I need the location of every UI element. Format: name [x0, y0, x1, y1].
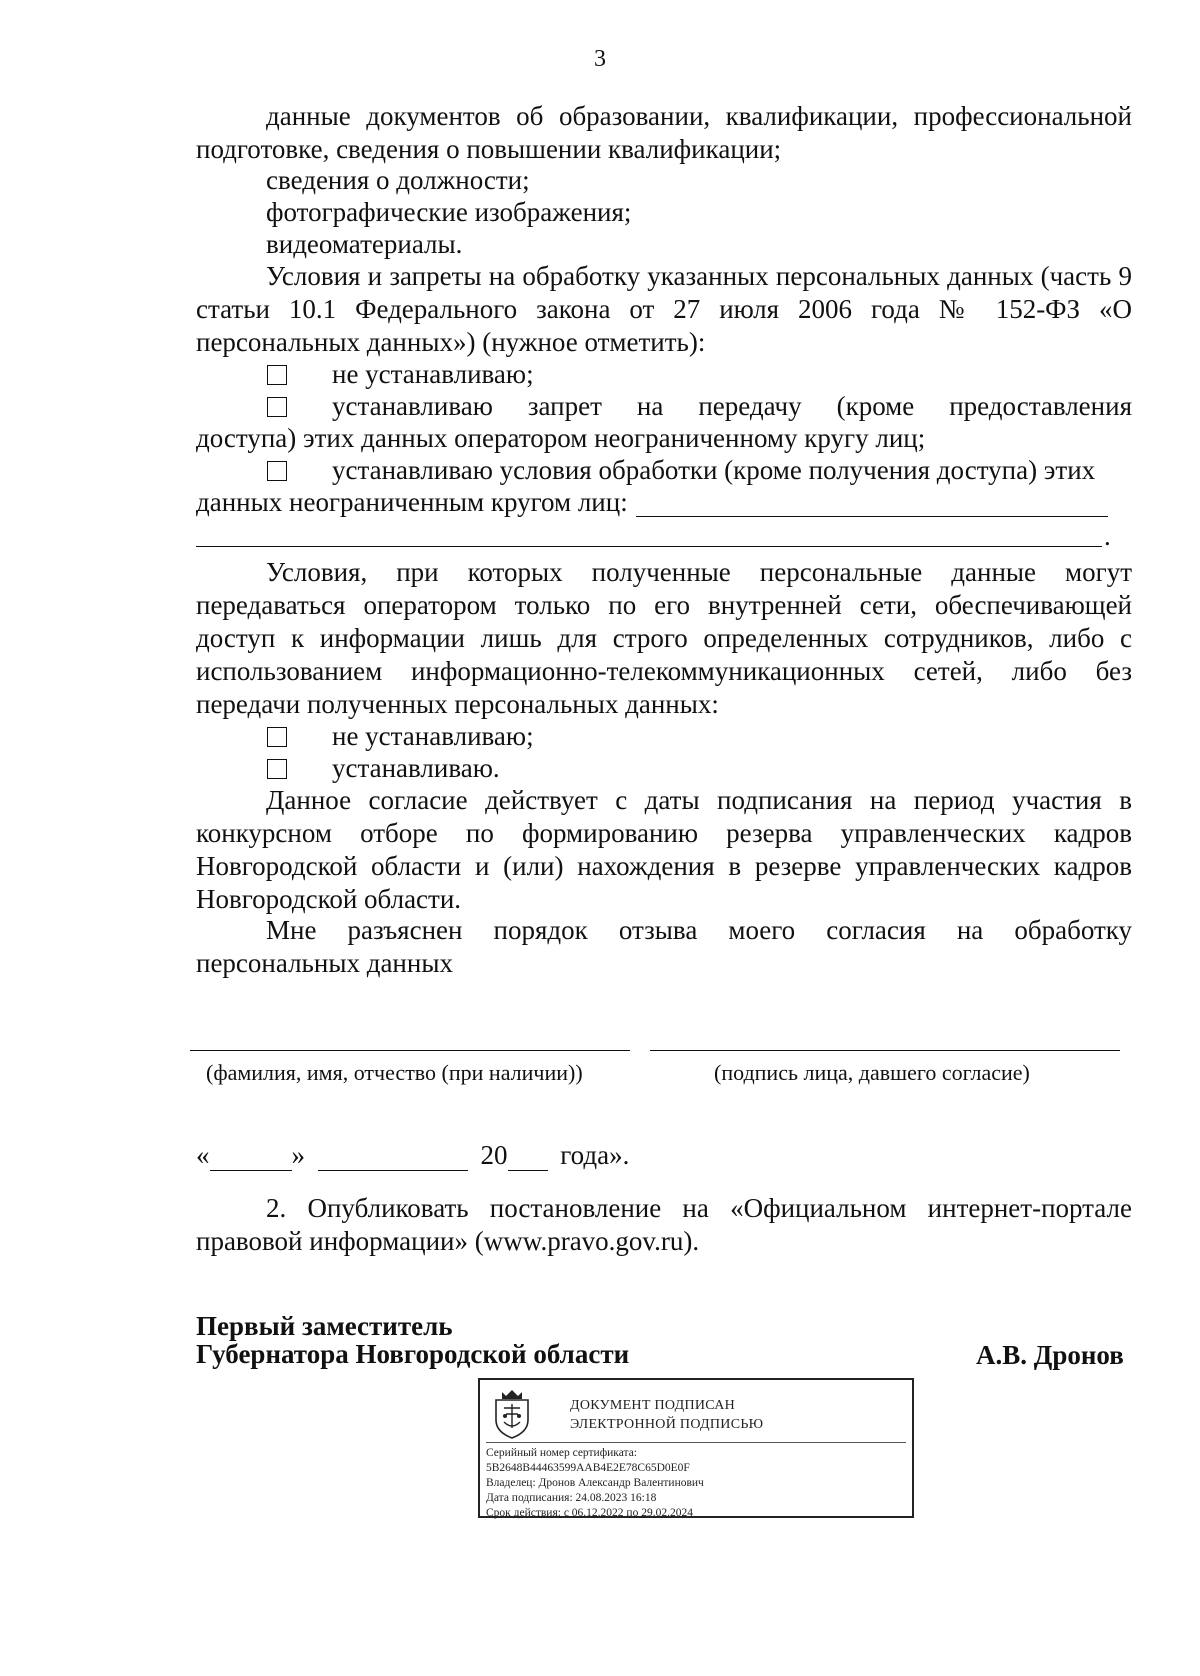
conditions-blank-line-2[interactable]	[196, 546, 1102, 547]
signature-caption: (подпись лица, давшего согласие)	[714, 1060, 1030, 1085]
restriction-option-ban-transfer-continued: доступа) этих данных оператором неограниченному кругу лиц;	[196, 423, 926, 453]
network-option-set[interactable]: устанавливаю.	[267, 752, 500, 785]
stamp-heading: ДОКУМЕНТ ПОДПИСАН ЭЛЕКТРОННОЙ ПОДПИСЬЮ	[570, 1398, 764, 1432]
paragraph-video: видеоматериалы.	[266, 229, 463, 259]
restriction-option-ban-transfer[interactable]: устанавливаю запрет на передачу (кроме предоставления	[267, 390, 1132, 423]
stamp-details: Серийный номер сертификата: 5B2648B44463599AAB4E2E78C65D0E0F Владелец: Дронов Александр Валентинович Дата подписания: 24.08.2023 16:18 Срок действия: с 06.12.2022 по 29.02.2024	[486, 1447, 704, 1519]
stamp-divider	[486, 1442, 906, 1443]
signatory-name: А.В. Дронов	[976, 1340, 1124, 1370]
paragraph-publication: 2. Опубликовать постановление на «Официальном интернет-портале правовой информации» (www.pravo.gov.ru).	[196, 1193, 1132, 1256]
restriction-option-none[interactable]: не устанавливаю;	[267, 358, 534, 391]
coat-of-arms-icon	[490, 1386, 534, 1440]
paragraph-conditions-restrictions: Условия и запреты на обработку указанных персональных данных (часть 9 статьи 10.1 Федерального закона от 27 июля 2006 года № 152-ФЗ «О персональных данных») (нужное отметить):	[196, 261, 1132, 357]
signatory-title: Первый заместитель Губернатора Новгородской области	[196, 1311, 630, 1369]
checkbox-icon[interactable]	[267, 461, 287, 481]
page-number: 3	[594, 46, 606, 72]
year-blank[interactable]	[508, 1144, 548, 1171]
personal-signature-line[interactable]	[650, 1050, 1120, 1051]
paragraph-photos: фотографические изображения;	[266, 197, 632, 227]
date-line: « » 20 года».	[196, 1140, 630, 1170]
electronic-signature-stamp	[478, 1378, 914, 1518]
conditions-blank-line-1[interactable]	[636, 516, 1108, 517]
network-option-none[interactable]: не устанавливаю;	[267, 720, 534, 753]
restriction-option-conditions-continued: данных неограниченным кругом лиц:	[196, 487, 628, 517]
name-caption: (фамилия, имя, отчество (при наличии))	[206, 1060, 583, 1085]
checkbox-icon[interactable]	[267, 365, 287, 385]
paragraph-position: сведения о должности;	[266, 165, 530, 195]
checkbox-icon[interactable]	[267, 727, 287, 747]
paragraph-network-conditions: Условия, при которых полученные персональные данные могут передаваться оператором только по его внутренней сети, обеспечивающей доступ к информации лишь для строго определенных сотрудников, либо с использованием информационно-телекоммуникационных сетей, либо без передачи полученных персональных данных:	[196, 557, 1132, 719]
restriction-option-conditions[interactable]: устанавливаю условия обработки (кроме получения доступа) этих	[267, 454, 1132, 487]
checkbox-icon[interactable]	[267, 759, 287, 779]
month-blank[interactable]	[318, 1144, 468, 1171]
name-signature-line[interactable]	[190, 1050, 630, 1051]
day-blank[interactable]	[210, 1144, 292, 1171]
checkbox-icon[interactable]	[267, 397, 287, 417]
conditions-end-period: .	[1104, 521, 1111, 551]
paragraph-revocation: Мне разъяснен порядок отзыва моего согласия на обработку персональных данных	[196, 915, 1132, 978]
paragraph-education: данные документов об образовании, квалификации, профессиональной подготовке, сведения о повышении квалификации;	[196, 101, 1132, 164]
paragraph-validity: Данное согласие действует с даты подписания на период участия в конкурсном отборе по формированию резерва управленческих кадров Новгородской области и (или) нахождения в резерве управленческих кадров Новгородской области.	[196, 785, 1132, 914]
